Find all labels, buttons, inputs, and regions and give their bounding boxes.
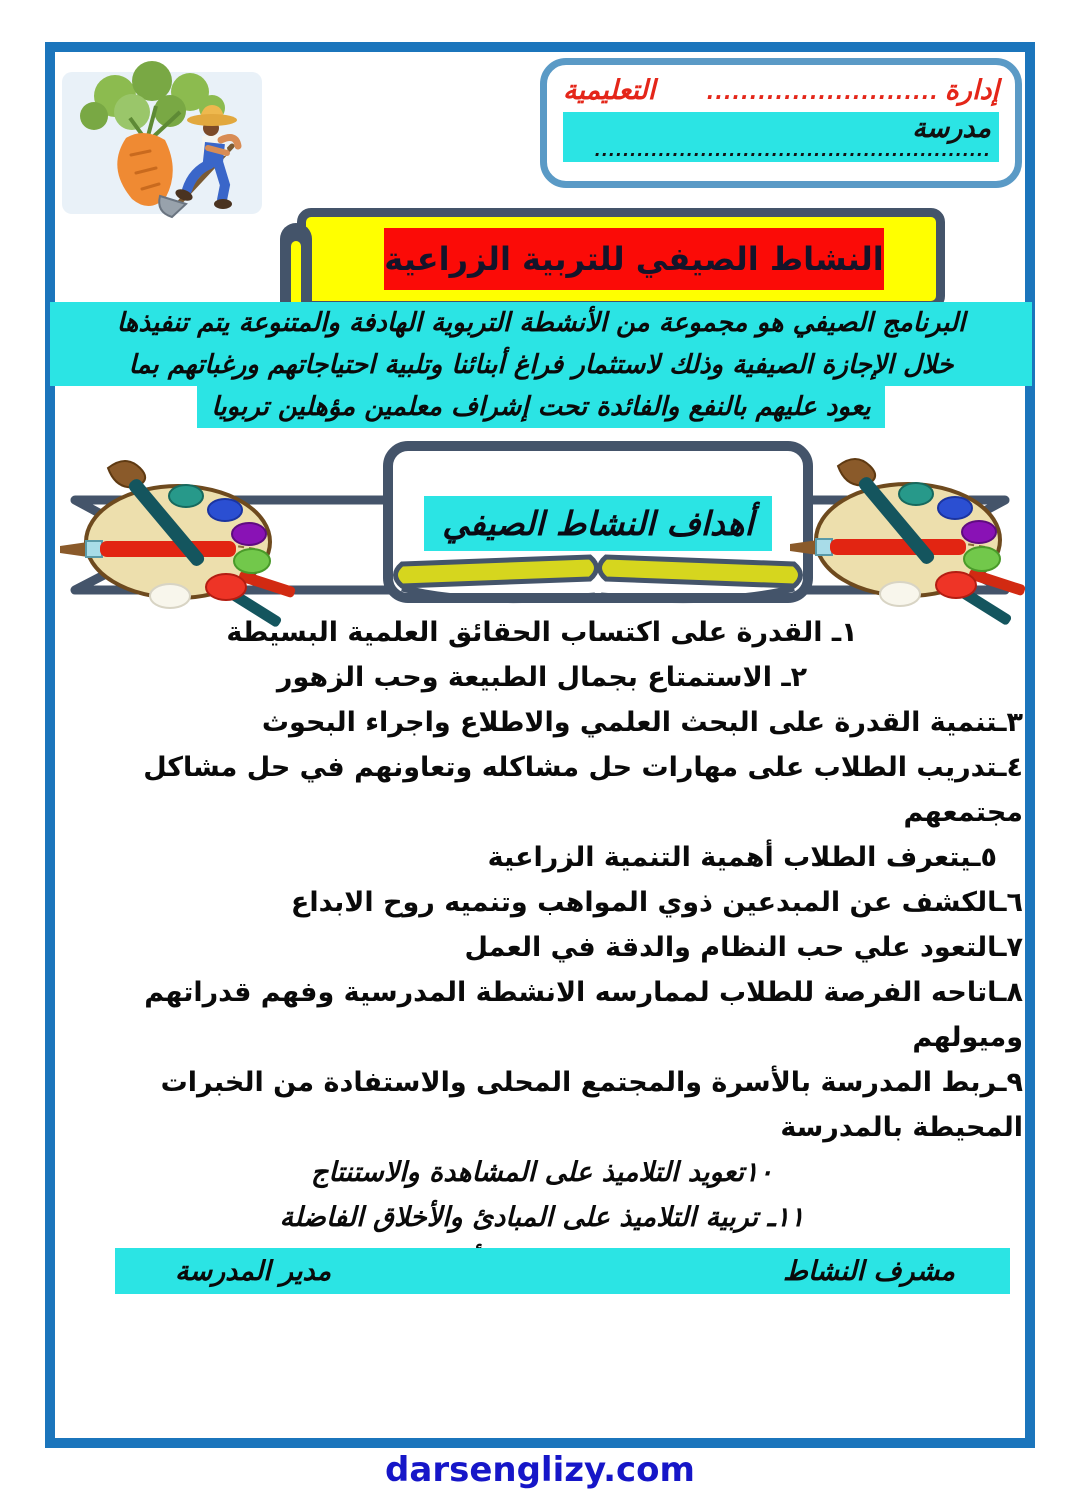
objective-item: ٩ـربط المدرسة بالأسرة والمجتمع المحلى والاستفادة من الخبرات المحيطة بالمدرسة: [160, 1067, 1023, 1143]
objective-item: ١١ـ تربية التلاميذ على المبادئ والأخلاق الفاضلة: [279, 1202, 805, 1233]
signature-bar: [115, 1248, 1010, 1294]
school-line: [563, 112, 999, 162]
farmer-carrot-illustration-icon: [60, 54, 265, 219]
section-title-wrap: [388, 448, 808, 598]
objective-item: ٣ـتنمية القدرة على البحث العلمي والاطلاع واجراء البحوث: [261, 707, 1023, 738]
main-title-banner: [297, 208, 945, 310]
objectives-section-banner: [50, 438, 1030, 628]
website-link[interactable]: darsenglizy.com: [385, 1450, 695, 1490]
administration-line: [563, 75, 999, 106]
intro-line-1: البرنامج الصيفي هو مجموعة من الأنشطة التربوية الهادفة والمتنوعة يتم تنفيذها: [50, 302, 1032, 344]
objective-item: ١ـ القدرة على اكتساب الحقائق العلمية البسيطة: [226, 617, 858, 648]
section-title: أهداف النشاط الصيفي: [424, 496, 771, 551]
activity-supervisor-label: مشرف النشاط: [783, 1255, 955, 1287]
objective-item: ٨ـاتاحه الفرصة للطلاب لممارسه الانشطة المدرسية وفهم قدراتهم وميولهم: [144, 977, 1023, 1053]
school-principal-label: مدير المدرسة: [175, 1255, 332, 1287]
intro-line-3: يعود عليهم بالنفع والفائدة تحت إشراف معلمين مؤهلين تربويا: [197, 386, 884, 428]
intro-line-2: خلال الإجازة الصيفية وذلك لاستثمار فراغ أبنائنا وتلبية احتياجاتهم ورغباتهم بما: [50, 344, 1032, 386]
school-fill-in-dots: ........................................................: [594, 144, 991, 158]
objective-item: ٥ـيتعرف الطلاب أهمية التنمية الزراعية: [487, 842, 997, 873]
objective-item: ١٠تعويد التلاميذ على المشاهدة والاستنتاج: [311, 1157, 773, 1188]
paint-palette-right-icon: [790, 459, 1026, 626]
objectives-list: [55, 610, 1023, 1285]
administration-label: إدارة: [944, 75, 999, 106]
page-title: النشاط الصيفي للتربية الزراعية: [384, 228, 884, 290]
intro-paragraph: [50, 302, 1032, 428]
admin-school-header-box: [540, 58, 1022, 188]
objective-item: ٢ـ الاستمتاع بجمال الطبيعة وحب الزهور: [276, 662, 808, 693]
educational-label: التعليمية: [563, 75, 656, 106]
objective-item: ٤ـتدريب الطلاب على مهارات حل مشاكله وتعاونهم في حل مشاكل مجتمعهم: [143, 752, 1023, 828]
objective-item: ٦ـالكشف عن المبدعين ذوي المواهب وتنميه روح الابداع: [290, 887, 1023, 918]
administration-fill-in-dots: ...........................: [706, 80, 939, 104]
objective-item: ٧ـالتعود علي حب النظام والدقة في العمل: [464, 932, 1023, 963]
paint-palette-left-icon: [60, 461, 296, 628]
school-label: مدرسة: [912, 113, 991, 144]
